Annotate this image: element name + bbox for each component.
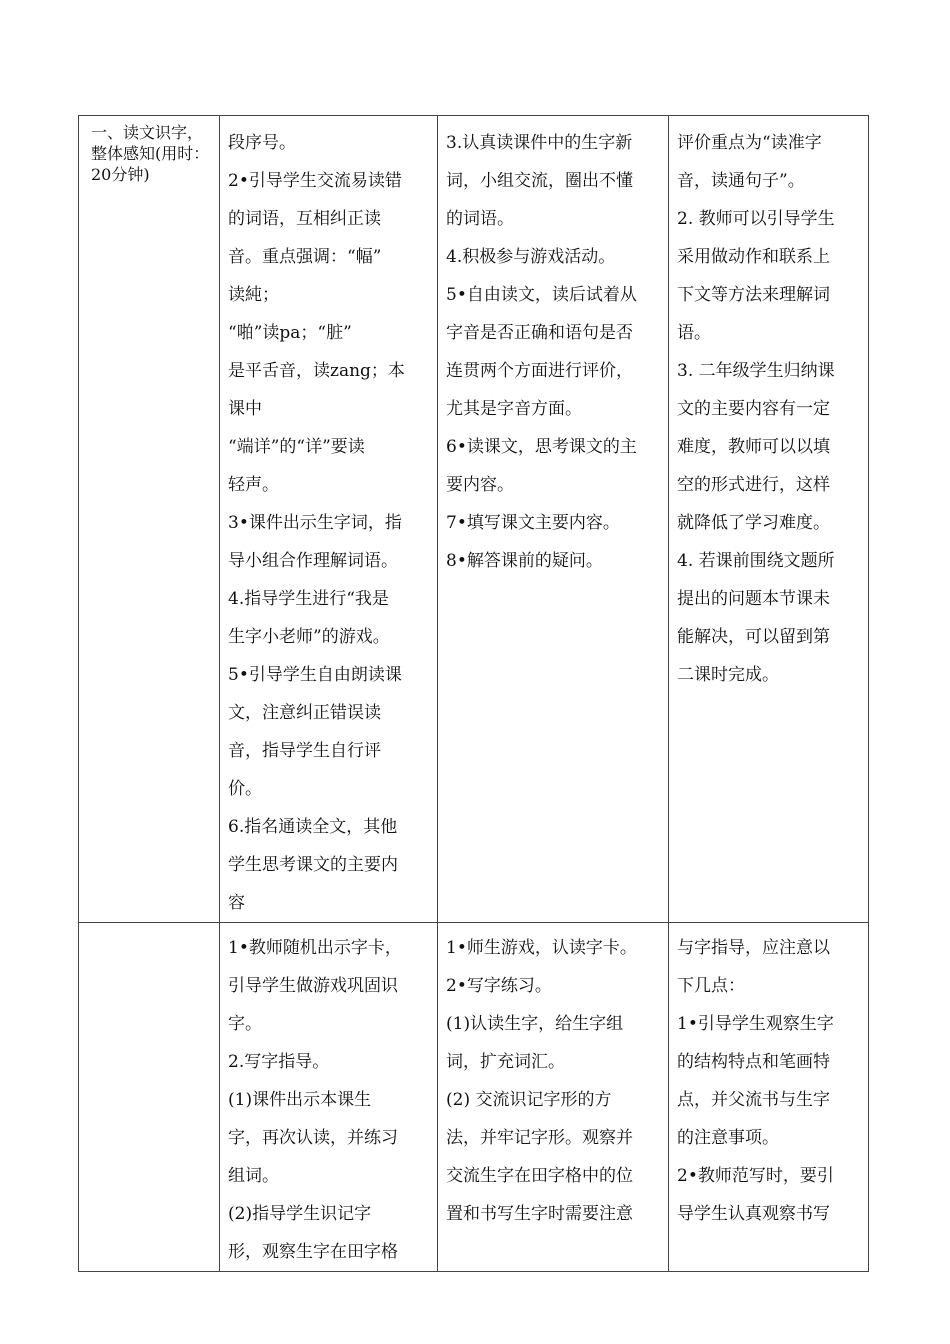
text-line: 音，指导学生自行评 [228, 741, 381, 761]
text-line: 难度，教师可以以填 [677, 437, 830, 457]
text-line: 7•填写课文主要内容。 [446, 513, 620, 533]
text-line: 课中 [228, 399, 262, 419]
text-line: 6•读课文，思考课文的主 [446, 437, 637, 457]
student-activity-cell [438, 923, 669, 1272]
table-row [79, 923, 869, 1272]
text-line: 要内容。 [446, 475, 514, 495]
text-line: 连贯两个方面进行评价， [446, 361, 633, 381]
text-line: 词，小组交流，圈出不懂 [446, 171, 633, 191]
text-line: “端详”的“详”要读 [228, 437, 365, 457]
text-line: 3. 二年级学生归纳课 [677, 361, 835, 381]
text-line: 读純； [228, 285, 279, 305]
text-line: 3•课件出示生字词，指 [228, 513, 402, 533]
text-line: 形，观察生字在田字格 [228, 1242, 398, 1262]
text-line: 与字指导，应注意以 [677, 938, 830, 958]
text-line: (2)指导学生识记字 [228, 1204, 372, 1224]
text-line: 语。 [677, 323, 711, 343]
text-line: 法，并牢记字形。观察并 [446, 1128, 633, 1148]
text-line: 2•教师范写时，要引 [677, 1166, 834, 1186]
teacher-activity-text [220, 923, 437, 1271]
text-line: 引导学生做游戏巩固识 [228, 976, 398, 996]
text-line: 4.积极参与游戏活动。 [446, 247, 616, 267]
text-line: 2•引导学生交流易读错 [228, 171, 402, 191]
text-line: 5•自由读文，读后试着从 [446, 285, 637, 305]
text-line: 交流生字在田字格中的位 [446, 1166, 633, 1186]
text-line: 空的形式进行，这样 [677, 475, 830, 495]
stage-cell [79, 116, 220, 923]
text-line: 导小组合作理解词语。 [228, 551, 398, 571]
design-notes-cell [669, 116, 869, 923]
text-line: 点，并父流书与生字 [677, 1090, 830, 1110]
text-line: 提出的问题本节课未 [677, 589, 830, 609]
text-line: 的结构特点和笔画特 [677, 1052, 830, 1072]
text-line: 下几点： [677, 976, 745, 996]
text-line: 生字小老师”的游戏。 [228, 627, 390, 647]
text-line: 置和书写生字时需要注意 [446, 1204, 633, 1224]
text-line: 5•引导学生自由朗读课 [228, 665, 402, 685]
stage-label: 一、读文识字，整体感知(用时：20分钟) [91, 123, 210, 184]
text-line: 下文等方法来理解词 [677, 285, 830, 305]
text-line: 能解决，可以留到第 [677, 627, 830, 647]
text-line: 导学生认真观察书写 [677, 1204, 830, 1224]
text-line: 容 [228, 893, 245, 913]
text-line: (2) 交流识记字形的方 [446, 1090, 612, 1110]
text-line: (1)认读生字，给生字组 [446, 1014, 624, 1034]
lesson-plan-table [78, 115, 869, 1272]
text-line: 轻声。 [228, 475, 279, 495]
text-line: 2•写字练习。 [446, 976, 552, 996]
text-line: 6.指名通读全文，其他 [228, 817, 398, 837]
table-row [79, 116, 869, 923]
text-line: 就降低了学习难度。 [677, 513, 830, 533]
text-line: 8•解答课前的疑问。 [446, 551, 603, 571]
text-line: 1•教师随机出示字卡， [228, 938, 402, 958]
text-line: 字，再次认读，并练习 [228, 1128, 398, 1148]
text-line: 3.认真读课件中的生字新 [446, 133, 633, 153]
text-line: 尤其是字音方面。 [446, 399, 582, 419]
student-activity-text [438, 923, 668, 1233]
teacher-activity-cell [220, 923, 438, 1272]
text-line: 的词语。 [446, 209, 514, 229]
text-line: (1)课件出示本课生 [228, 1090, 372, 1110]
design-notes-text [669, 116, 868, 694]
text-line: 4.指导学生进行“我是 [228, 589, 389, 609]
text-line: 文的主要内容有一定 [677, 399, 830, 419]
text-line: 评价重点为“读准字 [677, 133, 822, 153]
text-line: 的词语，互相纠正读 [228, 209, 381, 229]
text-line: 字音是否正确和语句是否 [446, 323, 633, 343]
stage-label [79, 923, 219, 929]
teacher-activity-text [220, 116, 437, 922]
text-line: “啪”读pa；“脏” [228, 323, 352, 343]
text-line: 音，读通句子”。 [677, 171, 805, 191]
text-line: 2.写字指导。 [228, 1052, 330, 1072]
design-notes-text [669, 923, 868, 1233]
teacher-activity-cell [220, 116, 438, 923]
text-line: 文，注意纠正错误读 [228, 703, 381, 723]
text-line: 段序号。 [228, 133, 296, 153]
text-line: 音。重点强调：“幅” [228, 247, 382, 267]
stage-cell [79, 923, 220, 1272]
text-line: 1•师生游戏，认读字卡。 [446, 938, 637, 958]
text-line: 字。 [228, 1014, 262, 1034]
text-line: 的注意事项。 [677, 1128, 779, 1148]
text-line: 是平舌音，读zang；本 [228, 361, 405, 381]
text-line: 1•引导学生观察生字 [677, 1014, 834, 1034]
text-line: 采用做动作和联系上 [677, 247, 830, 267]
text-line: 2. 教师可以引导学生 [677, 209, 835, 229]
student-activity-cell [438, 116, 669, 923]
design-notes-cell [669, 923, 869, 1272]
text-line: 4. 若课前围绕文题所 [677, 551, 835, 571]
text-line: 学生思考课文的主要内 [228, 855, 398, 875]
text-line: 价。 [228, 779, 262, 799]
student-activity-text [438, 116, 668, 580]
text-line: 二课时完成。 [677, 665, 779, 685]
text-line: 组词。 [228, 1166, 279, 1186]
text-line: 词，扩充词汇。 [446, 1052, 565, 1072]
